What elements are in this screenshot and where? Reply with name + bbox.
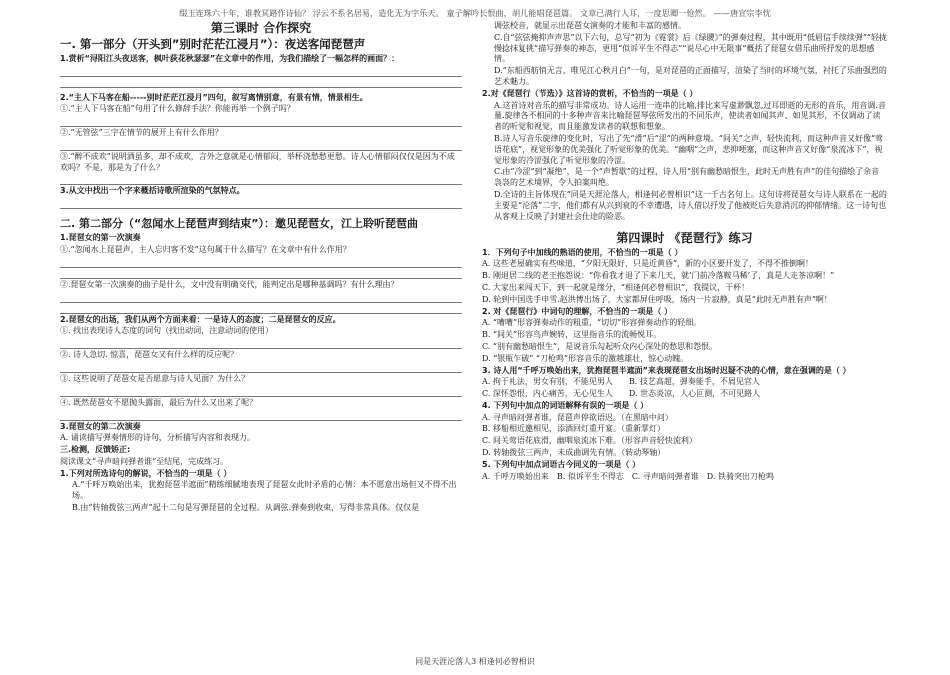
e3-options-cd: C. 深怀怨恨，内心痛苦，无心见生人 D. 世态炎凉，人心叵测，不可见路人: [482, 389, 761, 399]
p1-q3: 3.从文中找出一个字来概括诗歌所渲染的气氛特点。: [60, 186, 245, 196]
answer-line: [60, 198, 462, 209]
answer-line: [60, 362, 462, 373]
page-header-poem: 缀玉连珠六十年，谁教冥路作诗仙？ 浮云不系名居易，造化无为字乐天。 童子解吟长恨曲，胡儿能唱琵琶篇。 文章已满行人耳，一度思卿一怆然。 ——唐宣宗李忱: [179, 8, 771, 18]
p1-q1: 1.赏析“浔阳江头夜送客，枫叶荻花秋瑟瑟”在文章中的作用，为我们描绘了一幅怎样的画面？：: [60, 53, 400, 63]
e1-option-a: A. 这些老屋确实有些味道，“夕阳无限好，只是近黄昏”，新的小区要开发了，不得不推倒啊！: [482, 259, 814, 269]
part1-title: 一. 第一部分（开头到”别时茫茫江浸月”）：夜送客闻琵琶声: [60, 37, 366, 52]
e2-question: 2. 对《琵琶行》中词句的理解，不恰当的一项是（ ）: [482, 306, 673, 316]
read-instruction: 阅读课文“寻声暗问弹者谁”至结尾，完成练习。: [60, 456, 229, 466]
e1-option-b: B. 刚退居二线的老王抱怨说：“你看我才退了下来几天，就‘门前冷落鞍马稀’了，真是人走茶凉啊！”: [482, 271, 835, 281]
part2-title: 二. 第二部分（“忽闻水上琵琶声到结束”）：邀见琵琶女，江上聆听琵琶曲: [60, 217, 418, 231]
p2-q2-2: ②. 诗人急切. 惊喜，琵琶女又有什么样的反应呢？: [60, 350, 239, 360]
e2-option-c: C. “别有幽愁暗恨生”，是说音乐勾起听众内心深处的愁思和怨恨。: [482, 341, 718, 351]
p1-q2-1: ①.“主人下马客在船”句用了什么修辞手法？你能再举一个例子吗？: [60, 104, 295, 114]
lesson4-title: 第四课时 《琵琶行》练习: [616, 231, 753, 246]
answer-line: [60, 116, 462, 127]
p1-q2-2: ②.“无管弦”三字在情节的展开上有什么作用？: [60, 128, 223, 138]
e4-option-b: B. 移船相近邀相见，添酒回灯重开宴。（重新掌灯）: [482, 424, 665, 434]
mc2-option-c: C.由“冷涩”到“凝绝”，是一个“声暂歇”的过程，诗人用“别有幽愁暗恨生，此时无声胜有声”的佳句描绘了余音袅袅的艺术境界，令人拍案叫绝。: [494, 167, 880, 188]
answer-line: [60, 268, 462, 279]
p2-q1: 1.琵琶女的第一次演奏: [60, 233, 141, 243]
p2-q2-1: ①. 找出表现诗人态度的词句（找出动词，注意动词的使用）: [60, 326, 274, 336]
answer-line: [60, 140, 462, 151]
e1-option-c: C. 大家出来闯天下，到一起就是缘分，“相逢何必曾相识”，我提议，干杯！: [482, 282, 750, 292]
e1-question: 1．下列句子中加线的熟语的使用，不恰当的一项是（ ）: [482, 247, 683, 257]
e4-option-c: C. 间关莺语花底滑，幽咽泉流冰下难。（形容声音轻快流利）: [482, 436, 697, 446]
right-column: [482, 20, 887, 483]
p1-q2: 2.“主人下马客在船-----别时茫茫江浸月”四句，叙写离情别意，有景有情，情景相生。: [60, 92, 368, 102]
mc2-question: 2.对《琵琶行（节选）》这首诗的赏析，不恰当的一项是（ ）: [482, 88, 698, 98]
e4-option-a: A. 寻声暗问弹者谁，琵琶声停欲语迟。（在黑暗中问）: [482, 412, 673, 422]
e5-question: 5. 下列句中加点词语古今同义的一项是（ ）: [482, 459, 641, 469]
answer-line: [60, 386, 462, 397]
page-footer: 同是天涯沦落人3 相逢何必曾相识: [415, 657, 535, 666]
p2-q2-4: ④. 既然琵琶女不愿抛头露面，最后为什么又出来了呢？: [60, 397, 258, 407]
answer-line: [60, 338, 462, 349]
p2-q2-3: ③. 这些说明了琵琶女是否愿意与诗人见面？为什么？: [60, 373, 250, 383]
e1-option-d: D. 轮到中国选手申雪.赵洪博出场了，大家都屏住呼吸，场内一片寂静，真是“此时无声胜有声”啊！: [482, 294, 832, 304]
mc1-option-d: D.“东船西舫悄无言，唯见江心秋月白”一句，是对琵琶的正面描写，渲染了当时的环境气氛，衬托了乐曲强烈的艺术魅力。: [494, 66, 887, 86]
e3-question: 3. 诗人用“千呼万唤始出来，犹抱琵琶半遮面”来表现琵琶女出场时迟疑不决的心情，意在强调的是（ ）: [482, 365, 851, 375]
mc2-option-d: D.全诗的主旨体现在“同是天涯沦落人，相逢何必曾相识”这一千古名句上。这句诗将琵琶女与诗人联系在一起的主要是“沦落”二字，他们都有从兴到衰的不幸遭遇，诗人借以抒发了他被贬后失意消沉的抑郁情绪。这一诗句也从客观上反映了封建社会仕途的险恶。: [494, 189, 887, 221]
e2-option-a: A. “嘈嘈”形容弹奏动作的粗重，“切切”形容弹奏动作的轻细。: [482, 318, 702, 328]
mc2-option-b: B.诗人写音乐旋律的变化时，写出了先“滑”后“涩”的两种意境。“间关”之声，轻快流利，而这种声音又好像“莺语花底”，视觉形象的优美强化了听觉形象的优美。“幽咽”之声，悲抑哽塞，而这种声音又好像“泉流冰下”，视觉形象的冷涩强化了听觉形象的冷涩。: [494, 133, 884, 165]
mc1-option-b-cont: 调弦校音，就显示出琵琶女演奏的才能和丰富的感情。: [494, 21, 686, 30]
lesson3-title: 第三课时 合作探究: [210, 21, 312, 35]
mc1-option-a: A.“千呼万唤始出来，犹抱琵琶半遮面”精练细腻地表现了琵琶女此时矛盾的心情：本不愿意出场但又不得不出场。: [72, 480, 457, 501]
e2-option-d: D. “银瓶乍破” “刀枪鸣”形容音乐的激越雄壮，惊心动魄。: [482, 353, 689, 363]
mc2-option-a: A.这首诗对音乐的描写非常成功。诗人运用一连串的比喻,排比来写虚渺飘忽,过耳即逝的无形的音乐，用音调.音量.旋律各不相同的十多种声音来比喻琵琶琴弦所发出的不同乐声，使读者如闻其声、如见其形，不仅调动了读者的听觉和视觉，而且能激发读者的联想和想象。: [494, 100, 886, 132]
answer-line: [60, 257, 462, 268]
e4-option-d: D. 转轴拨弦三两声，未成曲调先有情。（转动琴轴）: [482, 448, 666, 458]
answer-line: [60, 174, 462, 185]
mc1-question: 1.下列对所选诗句的解说，不恰当的一项是（ ）: [60, 468, 232, 478]
p2-q1-1: ①.“忽闻水上琵琶声，主人忘归客不发”这句属于什么描写？在文章中有什么作用？: [60, 244, 351, 254]
answer-line: [60, 292, 462, 303]
p2-q2: 2.琵琶女的出场，我们从两个方面来看：一是诗人的态度；二是琵琶女的反应。: [60, 314, 341, 324]
mc1-option-b: B.由“转轴拨弦三两声”起十二句是写弹琵琶的全过程。从调弦.弹奏到收束，写得非常具体。仅仅是: [72, 503, 420, 513]
mc1-option-c: C.自“弦弦掩抑声声思”以下六句，总写“初为《霓裳》后《绿腰》”的弹奏过程，其中既用“低眉信手续续弹”“轻拢慢捻抹复挑”描写弹奏的神态，更用“似诉平生不得志”“说尽心中无限事”概括了琵琶女借乐曲所抒发的思想感情。: [494, 32, 888, 64]
left-column: [60, 20, 462, 515]
p2-q3-a: A. 诵读描写弹奏情形的诗句，分析描写内容和表现力。: [60, 433, 255, 443]
e2-option-b: B. “间关”形容鸟声婉转，这里指音乐的流畅悦耳。: [482, 330, 662, 340]
answer-line: [60, 410, 462, 421]
check-title: 三.检测，反馈矫正:: [60, 445, 131, 455]
p2-q1-2: ②.琵琶女第一次演奏的曲子是什么，文中没有明确交代，能判定出是哪种基调吗？有什么理由？: [60, 279, 399, 289]
p1-q2-3: ③.“醉不成欢”说明酒虽多，却不成欢，言外之意就是心情郁闷，举杯浇愁愁更愁。诗人心情郁闷仅仅是因为不成欢吗？不是，那是为了什么？: [60, 151, 455, 172]
e4-question: 4. 下列句中加点的词语解释有误的一项是（ ）: [482, 400, 649, 410]
e5-options: A. 千呼万唤始出来 B. 似诉平生不得志 C. 寻声暗问弹者谁 D. 铁骑突出刀枪鸣: [482, 471, 774, 481]
e3-options-ab: A. 拘于礼法，男女有别，不能见男人 B. 技艺高超，弹奏能手，不屑见官人: [482, 377, 760, 387]
p2-q3: 3.琵琶女的第二次演奏: [60, 421, 141, 431]
answer-line: [60, 77, 462, 88]
answer-line: [60, 303, 462, 314]
answer-line: [60, 66, 462, 77]
